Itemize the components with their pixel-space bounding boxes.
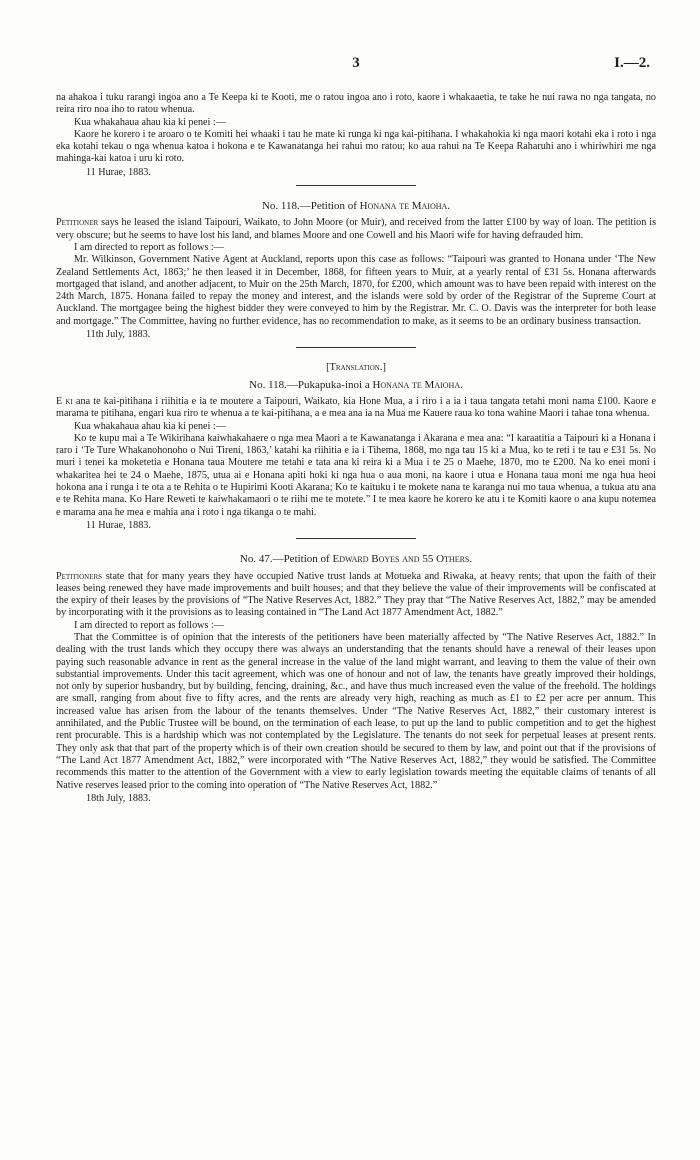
section-divider — [296, 538, 416, 539]
paragraph: Kua whakahaua ahau kia ki penei :— — [74, 420, 226, 432]
page-content — [56, 92, 656, 805]
page-number: 3 — [352, 55, 360, 71]
lead-word: Petitioners — [56, 570, 103, 582]
paragraph-text: state that for many years they have occupied Native trust lands at Motueka and Riwaka, at heavy rents; that upon the faith of their leases being renewed they have made improvements and built houses; and that they believe the value of their improvements will be confiscated at the expiry of their leases by the provisions of “The Native Reserves Act, 1882.” They pray that “The Native Reserves Act, 1882,” may be amended by incorporating with it the provisions as to leasing contained in “The Land Act 1877 Amendment Act, 1882.” — [56, 570, 656, 619]
paragraph — [56, 217, 656, 242]
section-date: 18th July, 1883. — [86, 792, 151, 804]
section-heading — [56, 553, 656, 565]
page-header — [56, 55, 656, 77]
paragraph — [56, 571, 656, 620]
paragraph: Kua whakahaua ahau kia ki penei :— — [74, 116, 226, 128]
section-petition-47 — [56, 553, 656, 805]
paragraph: na ahakoa i tuku rarangi ingoa ano a Te Keepa ki te Kooti, me o ratou ingoa ano i roto, kaore i whakaaetia, te take he nui rawa no nga tangata, no reira riro noa iho to ratou whenua. — [56, 92, 656, 116]
section-divider — [296, 185, 416, 186]
section-date: 11 Hurae, 1883. — [86, 166, 151, 178]
heading-prefix: No. 118.—Petition of — [261, 200, 357, 213]
translation-label: [Translation.] — [326, 362, 386, 374]
paragraph-text: says he leased the island Taipouri, Waikato, to John Moore (or Muir), and received from the latter £100 by way of loan. The petition is very obscure; but he seems to have lost his land, and blames Moore and one Cowell and his Maori wife for having defrauded him. — [56, 217, 657, 241]
petitioner-name: Honana te Maioha. — [359, 200, 451, 213]
petitioner-name: Edward Boyes and 55 Others. — [332, 553, 473, 566]
paragraph: I am directed to report as follows :— — [74, 241, 224, 253]
paragraph — [56, 396, 656, 421]
series-code: I.—2. — [614, 55, 650, 71]
section-petition-118 — [56, 200, 656, 341]
paragraph: Ko te kupu mai a Te Wikirihana kaiwhakahaere o nga mea Maori a te Kawanatanga i Akarana e mea ana: “I karaatitia a Taipouri ki a Honana i raro i ‘Te Ture Whakanohonoho o Nui Tireni, 1863,’ katahi ka riihitia e ia i Tihema, 1868, mo nga tau 15 ki a Mua, ko te reti i te tau e £31 5s. No muri i tenei ka moketetia e Honana taua Moutere me tetahi e tata ana ki reira ki a Mua i te 25 o Maehe, 1870, mo te £200. Na ko enei moni i whakaritea hei te 24 o Maehe, 1875, utua ai e Honana apiti hoki ki nga hua o aua moni, na kaore i utua e Honana taua moni me nga hua heoi hokona ana i runga i te ota a te Rehita o te Hupirimi Kooti Akarana; Ko te kaituku i te mokete nana te karanga nui mo taua whenua, a tukua atu ana e te Rehita mana. Ko Hare Reweti te kaiwhakamaori o te riihi me te motete.” I te mea kaore he korero ke atu i te Komiti kaore o ana kupu notemea e marama ana he mea e mahia ana i roto i nga tikanga o te mahi. — [56, 432, 656, 518]
section-continuation — [56, 92, 656, 179]
section-heading — [56, 379, 656, 391]
section-divider — [296, 347, 416, 348]
paragraph: Kaore he korero i te aroaro o te Komiti hei whaaki i tau he mate ki runga ki nga kai-pitihana. I whakahokia ki nga maori kotahi eka i roto i nga eka kotahi tekau o nga whenua katoa i hokona e te Kawanatanga hei rahui mo ratou; ko aua rahui na Te Keepa Raharuhi ano i whiriwhiri me nga mahinga-kai katoa i uru ki roto. — [56, 128, 656, 165]
lead-word: Petitioner — [56, 217, 99, 229]
heading-prefix: No. 47.—Petition of — [239, 553, 330, 566]
section-date: 11 Hurae, 1883. — [86, 519, 151, 531]
paragraph: I am directed to report as follows :— — [74, 619, 224, 631]
section-heading — [56, 200, 656, 212]
lead-word: E ki — [56, 395, 73, 407]
heading-prefix: No. 118.—Pukapuka-inoi a — [249, 378, 370, 391]
section-translation-118 — [56, 362, 656, 532]
petitioner-name: Honana te Maioha. — [372, 378, 463, 391]
paragraph: That the Committee is of opinion that the interests of the petitioners have been materially affected by “The Native Reserves Act, 1882.” In dealing with the trust lands which they occupy there was always an understanding that the tenants should have a renewal of their leases upon paying such reasonable advance in rent as the general increase in the value of the land might warrant, and leaving to them the value of their own substantial improvements. Under this tacit agreement, which was one of honour and not of law, the tenants have greatly improved their holdings, not only by superior husbandry, but by building, fencing, draining, &c., and have thus much increased even the value of the freehold. The holdings are small, ranging from about five to fifty acres, and the rents are already very high, reaching as much as £1 to £2 per acre per annum. This increased value has arisen from the labour of the tenants themselves. Under “The Native Reserves Act, 1882,” their customary interest is annihilated, and the Public Trustee will be bound, on the termination of each lease, to put up the land to public competition and to get the highest rent procurable. This is a hardship which was not contemplated by the Legislature. The tenants do not seek for perpetual leases at present rents. They only ask that that part of the property which is of their own creation should be secured to them by law, and point out that if the provisions of “The Land Act 1877 Amendment Act, 1882,” were incorporated with “The Native Reserves Act, 1882,” they would be satisfied. The Committee recommends this matter to the attention of the Government with a view to early legislation towards meeting the equitable claims of tenants of all Native reserves leased prior to the coming into operation of “The Native Reserves Act, 1882.” — [56, 631, 656, 791]
paragraph: Mr. Wilkinson, Government Native Agent at Auckland, reports upon this case as follows: “Taipouri was granted to Honana under ‘The New Zealand Settlements Act, 1863;’ he then leased it in December, 1868, for fifteen years to Muir, at a yearly rental of £31 5s. Honana afterwards mortgaged that island, and another adjacent, to Muir on the 25th March, 1870, for £200, which amount was to have been repaid with interest on the 24th March, 1875. Honana failed to repay the money and interest, and the islands were sold by order of the Registrar of the Supreme Court at Auckland. The mortgagee being the highest bidder they were conveyed to him by the Registrar. Mr. C. O. Davis was the interpreter for both lease and mortgage.” The Committee, having no further evidence, has no recommendation to make, as it seems to be an ordinary business transaction. — [56, 254, 656, 327]
section-date: 11th July, 1883. — [86, 329, 151, 341]
paragraph-text: ana te kai-pitihana i riihitia e ia te moutere a Taipouri, Waikato, kia Hone Mua, a i riro i a ia i taua tangata tetahi moni nama £100. Kaore e marama te pitihana, engari kua riro te whenua a te kai-pitihana, a e mea ana ia na Mua me Kauere raua ko tona wahine Maori i tahae tona whenua. — [56, 395, 656, 420]
